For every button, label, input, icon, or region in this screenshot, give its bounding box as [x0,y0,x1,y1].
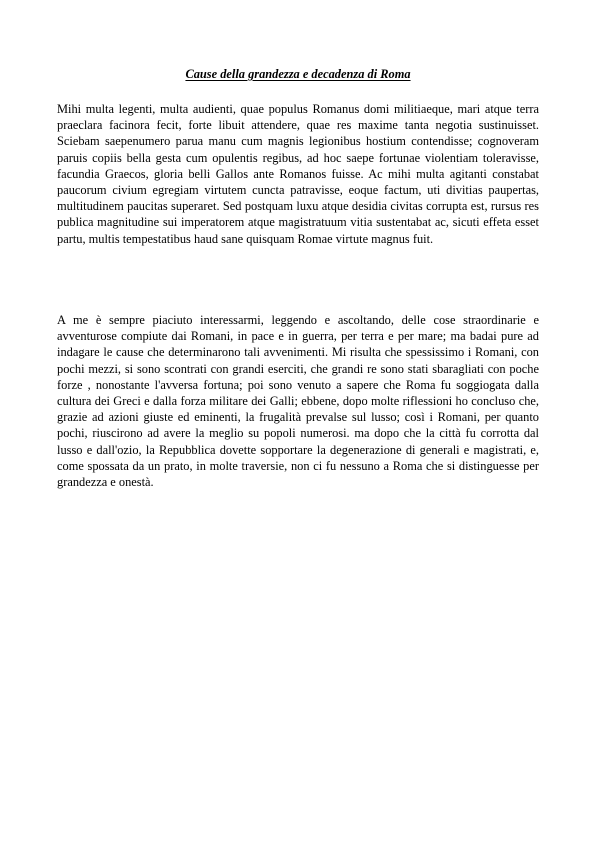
document-title: Cause della grandezza e decadenza di Roma [185,67,411,81]
italian-translation-paragraph: A me è sempre piaciuto interessarmi, leggendo e ascoltando, delle cose straordinarie e avventurose compiute dai Romani, in pace e in guerra, per terra e per mare; ma badai pure ad indagare le cause che determinarono tali avvenimenti. Mi risulta che spessissimo i Romani, con pochi mezzi, si sono scontrati con grandi eserciti, che grandi re sono stati sbaragliati con poche forze , nonostante l'avversa fortuna; poi sono venuto a sapere che Roma fu soggiogata dalla cultura dei Greci e dalla forza militare dei Galli; ebbene, dopo molte riflessioni ho concluso che, grazie ad azioni giuste ed eminenti, la frugalità prevalse sul lusso; così i Romani, per quanto pochi, riuscirono ad avere la meglio su popoli numerosi. ma dopo che la città fu corrotta dal lusso e dall'ozio, la Repubblica dovette sopportare la degenerazione di generali e magistrati, e, come spossata da un prato, in molte traversie, non ci fu nessuno a Roma che si distinguesse per grandezza e onestà. [57,313,539,490]
latin-paragraph: Mihi multa legenti, multa audienti, quae populus Romanus domi militiaeque, mari atque terra praeclara facinora fecit, forte libuit attendere, quae res maxime tanta negotia sustinuisset. Sciebam saepenumero parua manu cum magnis legionibus hostium contendisse; cognoveram paruis copiis bella gesta cum opulentis regibus, ad hoc saepe fortunae violentiam toleravisse, facundia Graecos, gloria belli Gallos ante Romanos fuisse. Ac mihi multa agitanti constabat paucorum civium egregiam virtutem cuncta patravisse, eoque factum, uti divitias paupertas, multitudinem paucitas superaret. Sed postquam luxu atque desidia civitas corrupta est, rursus res publica magnitudine sui imperatorem atque magistratuum vitia sustentabat ac, sicuti effeta esset partu, multis tempestatibus haud sane quisquam Romae virtute magnus fuit. [57,102,539,246]
